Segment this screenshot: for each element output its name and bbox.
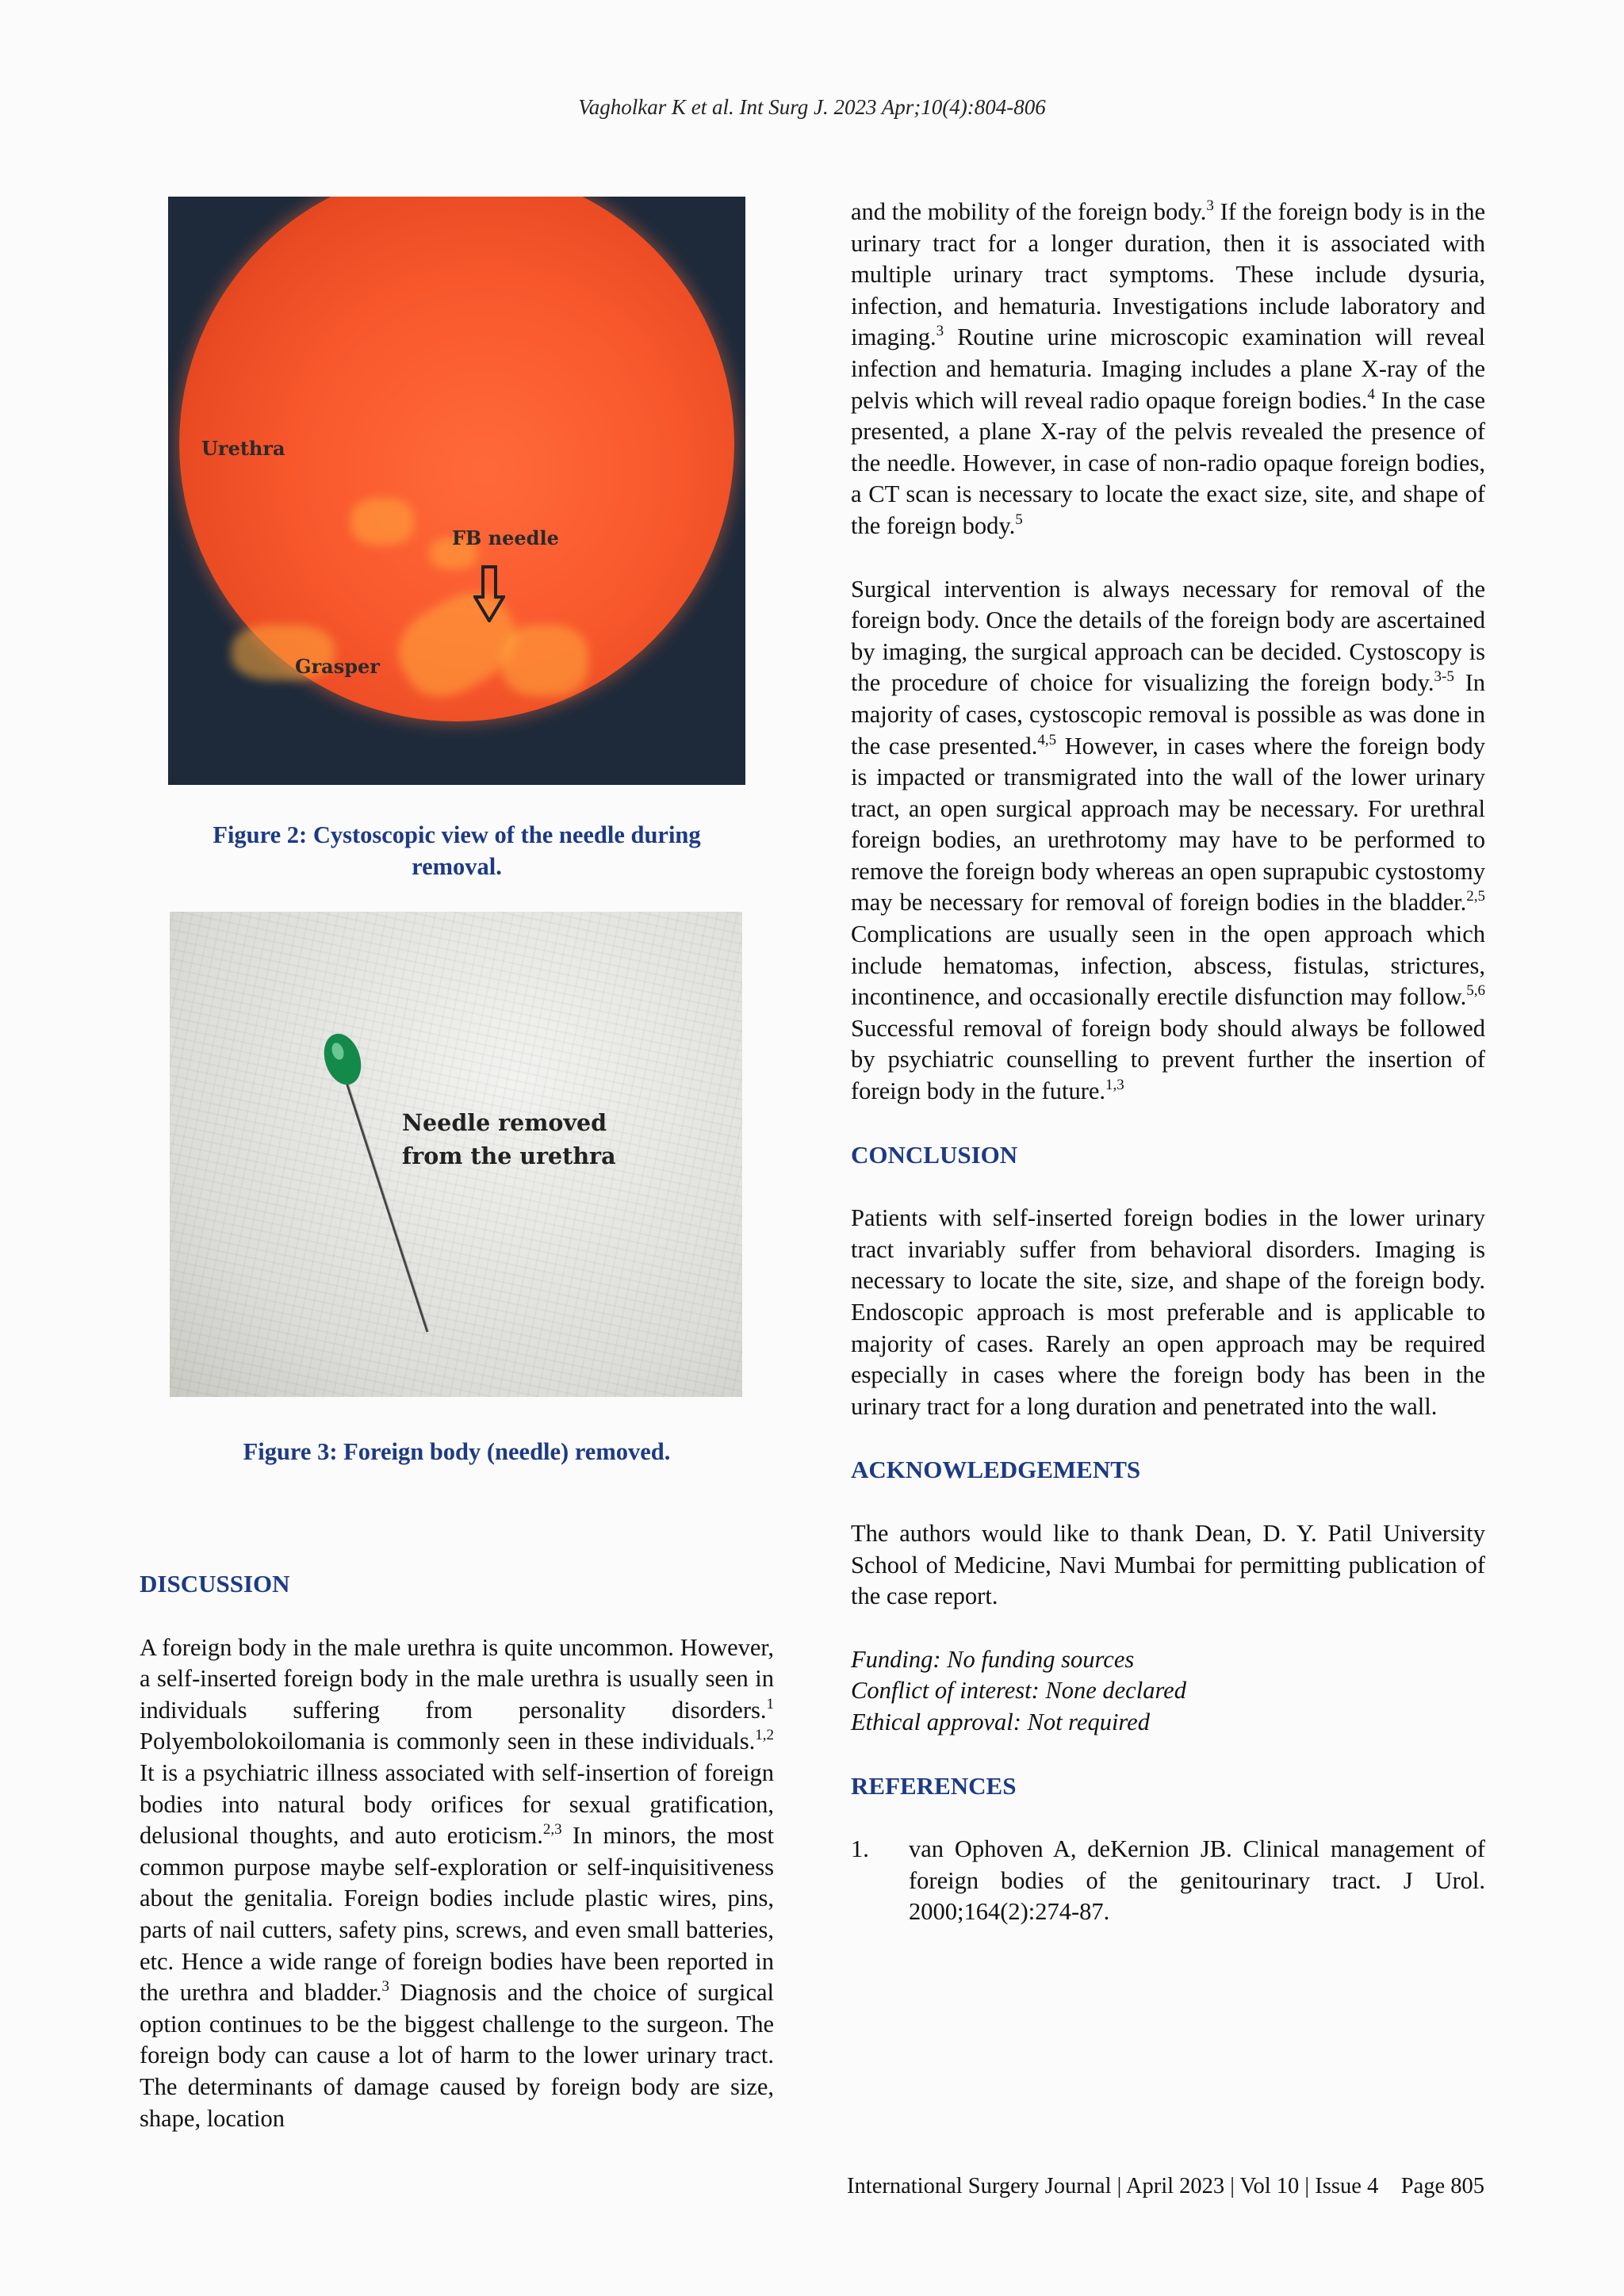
figure-3-caption: Figure 3: Foreign body (needle) removed.	[243, 1438, 671, 1465]
reference-item: 1. van Ophoven A, deKernion JB. Clinical management of foreign bodies of the genitourinary tract. J Urol. 2000;164(2):274-87.	[851, 1835, 1485, 1926]
down-arrow-icon	[473, 565, 505, 622]
figure-2-caption	[140, 819, 774, 882]
acknowledgements-paragraph: The authors would like to thank Dean, D. Y. Patil University School of Medicine, Navi Mumbai for permitting publication of the case report.	[851, 1519, 1485, 1610]
running-header: Vagholkar K et al. Int Surg J. 2023 Apr;10(4):804-806	[578, 95, 1046, 119]
page-footer: International Surgery Journal | April 2023 | Vol 10 | Issue 4 Page 805	[847, 2174, 1484, 2198]
discussion-paragraph: A foreign body in the male urethra is quite uncommon. However, a self-inserted foreign body in the male urethra is usually seen in individuals suffering from personality disorders.$^1$ Polyembolokoilomania is commonly seen in these individuals.$^{1,2}$ It is a psychiatric illness associated with self-insertion of foreign bodies into natural body orifices for sexual gratification, delusional thoughts, and auto eroticism.$^{2,3}$ In minors, the most common purpose maybe self-exploration or self-inquisitiveness about the genitalia. Foreign bodies include plastic wires, pins, parts of nail cutters, safety pins, screws, and even small batteries, etc. Hence a wide range of foreign bodies have been reported in the urethra and bladder.$^3$ Diagnosis and the choice of surgical option continues to be the biggest challenge to the surgeon. The foreign body can cause a lot of harm to the lower urinary tract. The determinants of damage caused by foreign body are size, shape, location	[140, 1633, 775, 2132]
acknowledgements-heading: ACKNOWLEDGEMENTS	[851, 1456, 1141, 1484]
figure-2-caption-line1: Figure 2: Cystoscopic view of the needle during	[213, 821, 701, 848]
conclusion-heading: CONCLUSION	[851, 1140, 1018, 1169]
figure-3-label	[402, 1106, 616, 1173]
image-streak	[350, 498, 414, 545]
conflict-statement: Conflict of interest: None declared	[851, 1677, 1186, 1705]
discussion-heading: DISCUSSION	[140, 1570, 290, 1598]
right-column	[851, 197, 1485, 1928]
references-list	[851, 1834, 1485, 1928]
figure-2-caption-line2: removal.	[412, 853, 502, 880]
figure-3-label-line1: Needle removed	[402, 1109, 607, 1136]
figure-3-needle-photo	[170, 912, 742, 1397]
ethical-statement: Ethical approval: Not required	[851, 1708, 1150, 1735]
discussion-continued-paragraph: and the mobility of the foreign body.$^3$ If the foreign body is in the urinary tract for a longer duration, then it is associated with multiple urinary tract symptoms. These include dysuria, infection, and hematuria. Investigations include laboratory and imaging.$^3$ Routine urine microscopic examination will reveal infection and hematuria. Imaging includes a plane X-ray of the pelvis which will reveal radio opaque foreign bodies.$^4$ In the case presented, a plane X-ray of the pelvis revealed the presence of the needle. However, in case of non-radio opaque foreign bodies, a CT scan is necessary to locate the exact size, site, and shape of the foreign body.$^5$	[851, 197, 1486, 539]
conclusion-paragraph: Patients with self-inserted foreign bodies in the lower urinary tract invariably suffer from behavioral disorders. Imaging is necessary to locate the site, size, and shape of the foreign body. Endoscopic approach is most preferable and is applicable to majority of cases. Rarely an open approach may be required especially in cases where the foreign body has been in the urinary tract for a long duration and penetrated into the wall.	[851, 1204, 1485, 1420]
references-heading: REFERENCES	[851, 1771, 1017, 1800]
label-grasper: Grasper	[295, 655, 380, 678]
label-urethra: Urethra	[201, 437, 285, 460]
image-streak	[501, 625, 588, 696]
left-column	[140, 1568, 774, 2134]
figure-3-label-line2: from the urethra	[402, 1142, 616, 1169]
surgical-intervention-paragraph: Surgical intervention is always necessary for removal of the foreign body. Once the details of the foreign body are ascertained by imaging, the surgical approach can be decided. Cystoscopy is the procedure of choice for visualizing the foreign body.$^{3-5}$ In majority of cases, cystoscopic removal is possible as was done in the case presented.$^{4,5}$ However, in cases where the foreign body is impacted or transmigrated into the wall of the lower urinary tract, an open surgical approach may be necessary. For urethral foreign bodies, an urethrotomy may have to be performed to remove the foreign body whereas an open suprapubic cystostomy may be necessary for removal of foreign bodies in the bladder.$^{2,5}$ Complications are usually seen in the open approach which include hematomas, infection, abscess, fistulas, strictures, incontinence, and occasionally erectile disfunction may follow.$^{5,6}$ Successful removal of foreign body should always be followed by psychiatric counselling to prevent further the insertion of foreign body in the future.$^{1,3}$	[851, 575, 1485, 1105]
figure-2-cystoscopic-image	[168, 197, 745, 785]
funding-statement: Funding: No funding sources	[851, 1645, 1135, 1673]
label-fb-needle: FB needle	[452, 526, 559, 549]
